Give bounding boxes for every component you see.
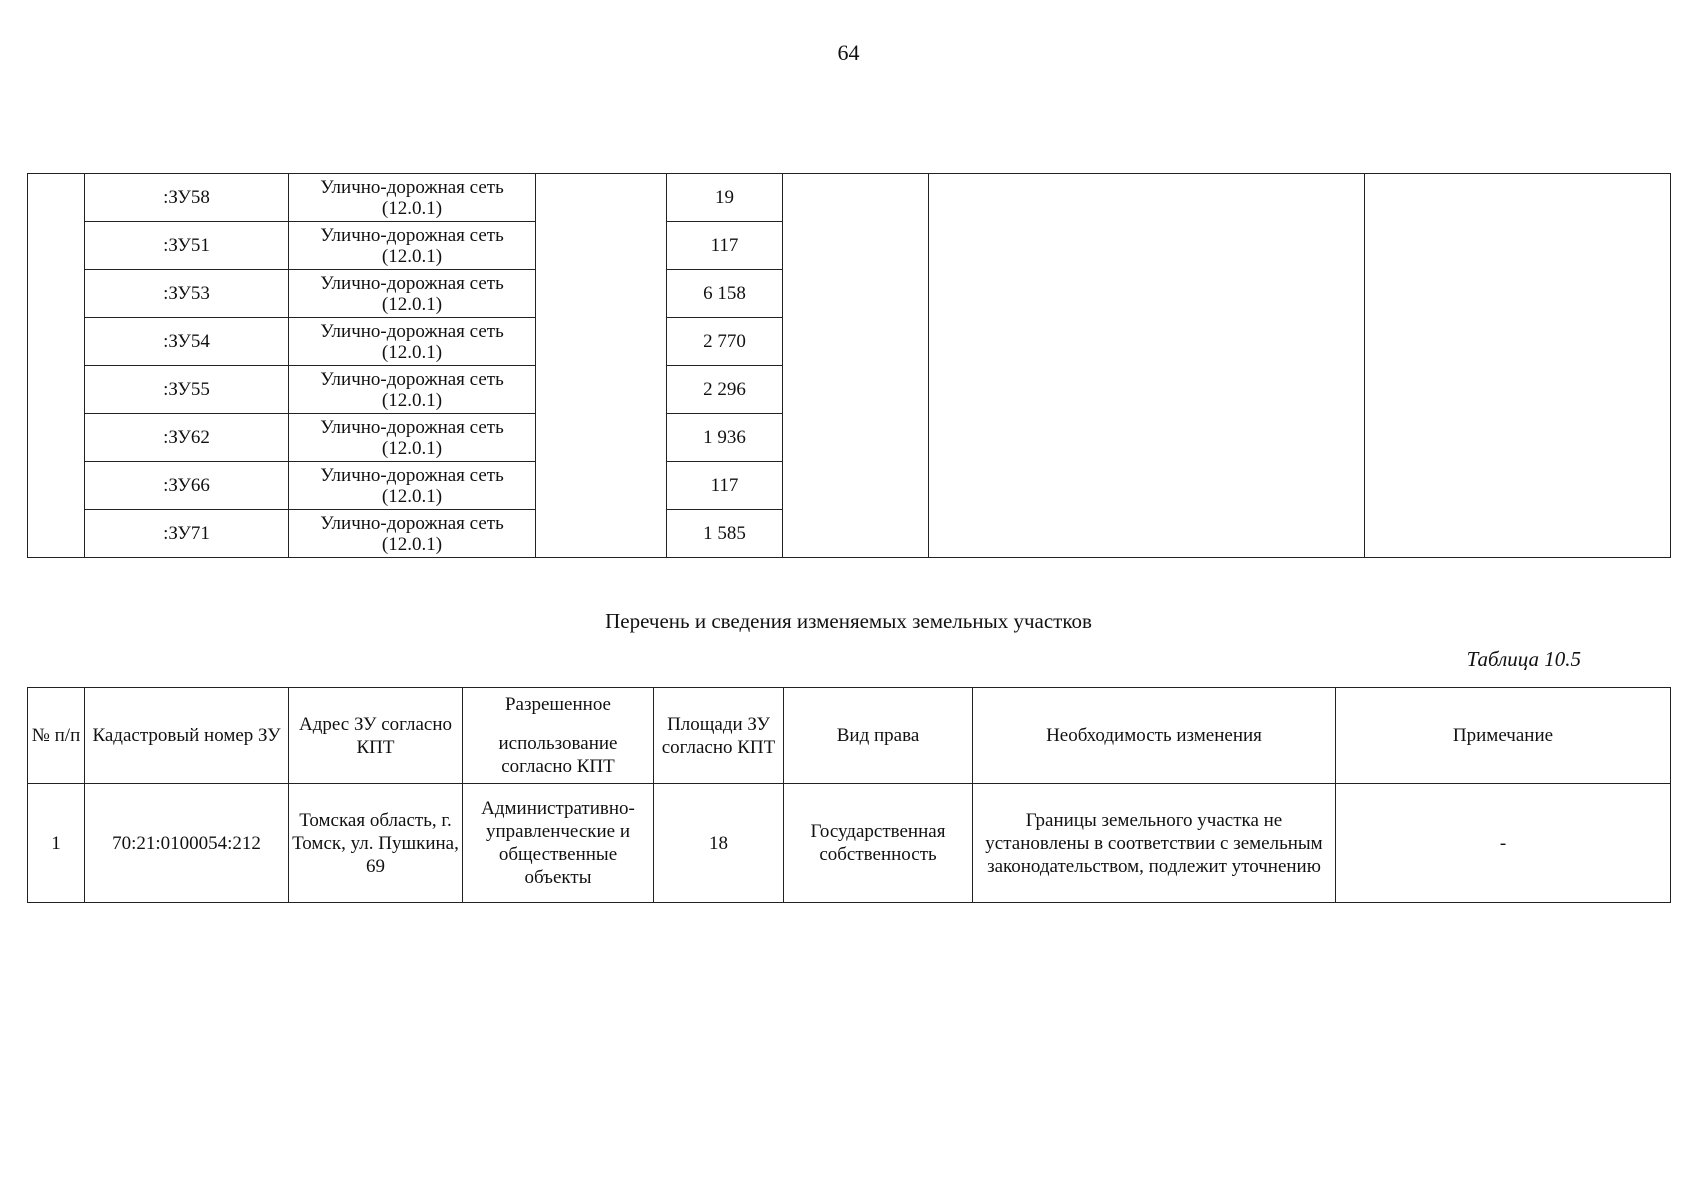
area-cell: 1 585 — [667, 510, 783, 558]
area-cell: 117 — [667, 462, 783, 510]
area-cell: 6 158 — [667, 270, 783, 318]
header-area: Площади ЗУ согласно КПТ — [654, 688, 784, 784]
header-num: № п/п — [28, 688, 85, 784]
permitted-use-cell: Улично-дорожная сеть (12.0.1) — [289, 174, 536, 222]
num-cell: 1 — [28, 784, 85, 903]
permitted-use-cell: Улично-дорожная сеть (12.0.1) — [289, 414, 536, 462]
area-cell: 2 770 — [667, 318, 783, 366]
header-note: Примечание — [1336, 688, 1671, 784]
parcel-id-cell: :ЗУ66 — [85, 462, 289, 510]
page-number: 64 — [837, 40, 860, 65]
header-cadastral: Кадастровый номер ЗУ — [85, 688, 289, 784]
parcel-id-cell: :ЗУ71 — [85, 510, 289, 558]
parcel-id-cell: :ЗУ51 — [85, 222, 289, 270]
header-row — [28, 688, 1671, 784]
permitted-use-cell: Улично-дорожная сеть (12.0.1) — [289, 366, 536, 414]
continued-parcels-table — [27, 173, 1671, 558]
parcel-id-cell: :ЗУ55 — [85, 366, 289, 414]
permitted-use-cell: Улично-дорожная сеть (12.0.1) — [289, 270, 536, 318]
changed-parcels-table — [27, 687, 1671, 903]
area-cell: 19 — [667, 174, 783, 222]
permitted-use-cell: Улично-дорожная сеть (12.0.1) — [289, 222, 536, 270]
header-permitted-use — [463, 688, 654, 784]
parcel-id-cell: :ЗУ58 — [85, 174, 289, 222]
parcel-id-cell: :ЗУ54 — [85, 318, 289, 366]
blank-num-cell — [28, 174, 85, 558]
table-caption: Таблица 10.5 — [1466, 647, 1581, 671]
header-need: Необходимость изменения — [973, 688, 1336, 784]
blank-cell — [1365, 174, 1671, 558]
permitted-use-cell: Улично-дорожная сеть (12.0.1) — [289, 318, 536, 366]
blank-cell — [536, 174, 667, 558]
permitted-cell: Административно-управленческие и общественные объекты — [463, 784, 654, 903]
area-cell: 18 — [654, 784, 784, 903]
header-permitted-bottom: использование согласно КПТ — [498, 733, 618, 777]
address-cell: Томская область, г. Томск, ул. Пушкина, 69 — [289, 784, 463, 903]
permitted-use-cell: Улично-дорожная сеть (12.0.1) — [289, 510, 536, 558]
header-address: Адрес ЗУ согласно КПТ — [289, 688, 463, 784]
blank-cell — [783, 174, 929, 558]
area-cell: 117 — [667, 222, 783, 270]
parcel-id-cell: :ЗУ53 — [85, 270, 289, 318]
table-row — [28, 174, 1671, 222]
need-cell: Границы земельного участка не установлены в соответствии с земельным законодательством, подлежит уточнению — [973, 784, 1336, 903]
table-heading: Перечень и сведения изменяемых земельных участков — [605, 609, 1092, 633]
header-permitted-top: Разрешенное — [504, 694, 611, 715]
area-cell: 1 936 — [667, 414, 783, 462]
area-cell: 2 296 — [667, 366, 783, 414]
blank-cell — [929, 174, 1365, 558]
note-cell: - — [1336, 784, 1671, 903]
cadastral-cell: 70:21:0100054:212 — [85, 784, 289, 903]
table-row — [28, 784, 1671, 903]
permitted-use-cell: Улично-дорожная сеть (12.0.1) — [289, 462, 536, 510]
parcel-id-cell: :ЗУ62 — [85, 414, 289, 462]
header-right: Вид права — [784, 688, 973, 784]
right-cell: Государственная собственность — [784, 784, 973, 903]
